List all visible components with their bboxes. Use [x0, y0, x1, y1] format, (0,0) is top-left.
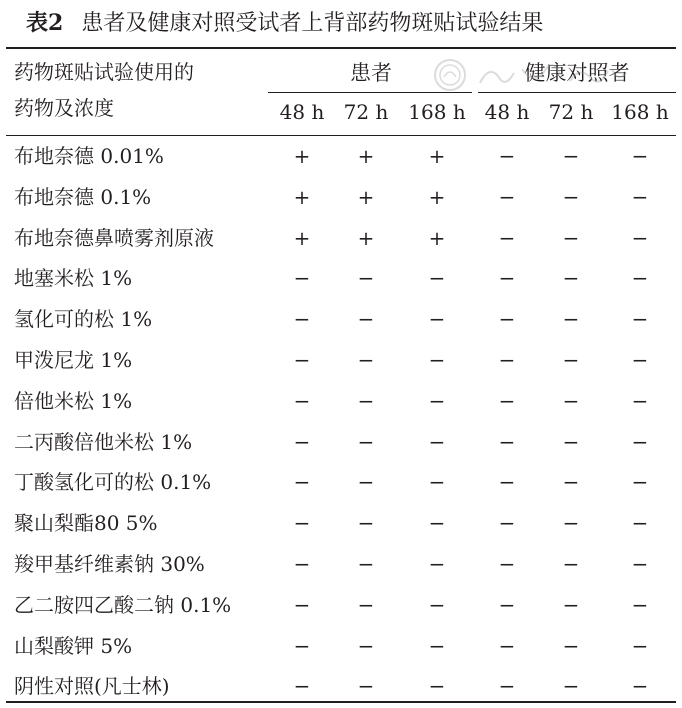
result-cell: −: [562, 266, 580, 291]
header-drug-line1: 药物斑贴试验使用的: [14, 60, 194, 84]
table-title: [26, 6, 543, 40]
result-cell: +: [357, 144, 375, 168]
result-cell: −: [498, 429, 516, 454]
table-label: 表2: [26, 10, 64, 36]
result-cell: −: [357, 674, 375, 699]
result-cell: −: [562, 592, 580, 617]
result-cell: −: [498, 388, 516, 413]
result-cell: +: [357, 184, 375, 209]
result-cell: −: [631, 429, 649, 454]
drug-name: 羧甲基纤维素钠 30%: [14, 552, 205, 576]
table-row: [0, 422, 682, 463]
result-cell: −: [562, 633, 580, 658]
drug-name: 二丙酸倍他米松 1%: [14, 429, 193, 454]
result-cell: −: [357, 307, 375, 332]
drug-name: 聚山梨酯80 5%: [14, 511, 158, 536]
drug-name: 丁酸氢化可的松 0.1%: [14, 470, 212, 495]
result-cell: +: [428, 225, 446, 250]
result-cell: −: [498, 552, 516, 576]
result-cell: −: [293, 511, 311, 536]
drug-name: 阴性对照(凡士林): [14, 674, 170, 699]
header-group-controls: 健康对照者: [524, 61, 630, 85]
result-cell: −: [293, 470, 311, 495]
table-row: [0, 299, 682, 340]
result-cell: −: [428, 429, 446, 454]
result-cell: −: [631, 592, 649, 617]
result-cell: −: [293, 552, 311, 576]
table-row: [0, 340, 682, 381]
result-cell: −: [293, 266, 311, 291]
result-cell: −: [631, 144, 649, 168]
result-cell: −: [498, 307, 516, 332]
result-cell: +: [357, 225, 375, 250]
result-cell: −: [428, 592, 446, 617]
result-cell: −: [631, 388, 649, 413]
table-caption: 患者及健康对照受试者上背部药物斑贴试验结果: [81, 11, 544, 36]
result-cell: −: [498, 184, 516, 209]
result-cell: −: [498, 592, 516, 617]
result-cell: −: [293, 388, 311, 413]
table-row: [0, 136, 682, 177]
table-row: [0, 177, 682, 218]
result-cell: −: [631, 552, 649, 576]
drug-name: 乙二胺四乙酸二钠 0.1%: [14, 592, 232, 617]
header-time-5: 168 h: [611, 100, 669, 124]
result-cell: +: [428, 184, 446, 209]
result-cell: +: [293, 225, 311, 250]
result-cell: −: [498, 266, 516, 291]
result-cell: −: [498, 511, 516, 536]
result-cell: −: [631, 511, 649, 536]
result-cell: −: [357, 633, 375, 658]
drug-name: 地塞米松 1%: [14, 266, 133, 291]
table-row: [0, 462, 682, 503]
header-group-patients: 患者: [350, 61, 392, 85]
result-cell: −: [562, 429, 580, 454]
header-time-0: 48 h: [279, 100, 325, 124]
header-time-3: 48 h: [484, 100, 530, 124]
publisher-seal-icon: [430, 55, 640, 95]
drug-name: 布地奈德 0.1%: [14, 184, 152, 209]
result-cell: −: [562, 144, 580, 168]
table-row: [0, 258, 682, 299]
result-cell: −: [293, 429, 311, 454]
table-row: [0, 218, 682, 259]
result-cell: −: [357, 511, 375, 536]
result-cell: −: [562, 470, 580, 495]
result-cell: −: [293, 633, 311, 658]
header-time-1: 72 h: [343, 100, 389, 124]
result-cell: −: [428, 348, 446, 372]
result-cell: −: [498, 633, 516, 658]
drug-name: 布地奈德鼻喷雾剂原液: [14, 225, 214, 250]
result-cell: −: [631, 307, 649, 332]
result-cell: +: [293, 144, 311, 168]
result-cell: −: [631, 266, 649, 291]
result-cell: −: [428, 674, 446, 699]
table-row: [0, 503, 682, 544]
drug-name: 布地奈德 0.01%: [14, 144, 164, 168]
top-rule: [6, 47, 676, 49]
result-cell: −: [357, 348, 375, 372]
table-row: [0, 544, 682, 585]
result-cell: −: [498, 674, 516, 699]
result-cell: −: [428, 633, 446, 658]
result-cell: −: [293, 348, 311, 372]
result-cell: −: [562, 674, 580, 699]
result-cell: −: [428, 552, 446, 576]
result-cell: −: [562, 511, 580, 536]
result-cell: −: [357, 388, 375, 413]
drug-name: 山梨酸钾 5%: [14, 633, 133, 658]
result-cell: −: [562, 307, 580, 332]
result-cell: −: [357, 266, 375, 291]
result-cell: −: [631, 348, 649, 372]
result-cell: −: [357, 592, 375, 617]
result-cell: −: [293, 592, 311, 617]
result-cell: −: [293, 674, 311, 699]
bottom-rule: [6, 701, 676, 703]
table-row: [0, 381, 682, 422]
drug-name: 甲泼尼龙 1%: [14, 348, 133, 372]
result-cell: −: [357, 429, 375, 454]
result-cell: −: [498, 470, 516, 495]
result-cell: −: [357, 552, 375, 576]
result-cell: −: [498, 144, 516, 168]
result-cell: +: [428, 144, 446, 168]
result-cell: −: [428, 388, 446, 413]
result-cell: −: [498, 348, 516, 372]
table-row: [0, 585, 682, 626]
result-cell: +: [293, 184, 311, 209]
result-cell: −: [631, 470, 649, 495]
result-cell: −: [562, 225, 580, 250]
result-cell: −: [428, 307, 446, 332]
drug-name: 氢化可的松 1%: [14, 307, 153, 332]
result-cell: −: [562, 388, 580, 413]
header-drug-line2: 药物及浓度: [14, 96, 114, 120]
result-cell: −: [562, 184, 580, 209]
table-row: [0, 626, 682, 667]
result-cell: −: [631, 674, 649, 699]
result-cell: −: [498, 225, 516, 250]
result-cell: −: [428, 511, 446, 536]
header-time-4: 72 h: [548, 100, 594, 124]
result-cell: −: [631, 184, 649, 209]
result-cell: −: [631, 225, 649, 250]
drug-name: 倍他米松 1%: [14, 388, 133, 413]
result-cell: −: [428, 266, 446, 291]
result-cell: −: [428, 470, 446, 495]
result-cell: −: [562, 348, 580, 372]
result-cell: −: [631, 633, 649, 658]
result-cell: −: [293, 307, 311, 332]
result-cell: −: [562, 552, 580, 576]
header-time-2: 168 h: [408, 100, 466, 124]
result-cell: −: [357, 470, 375, 495]
